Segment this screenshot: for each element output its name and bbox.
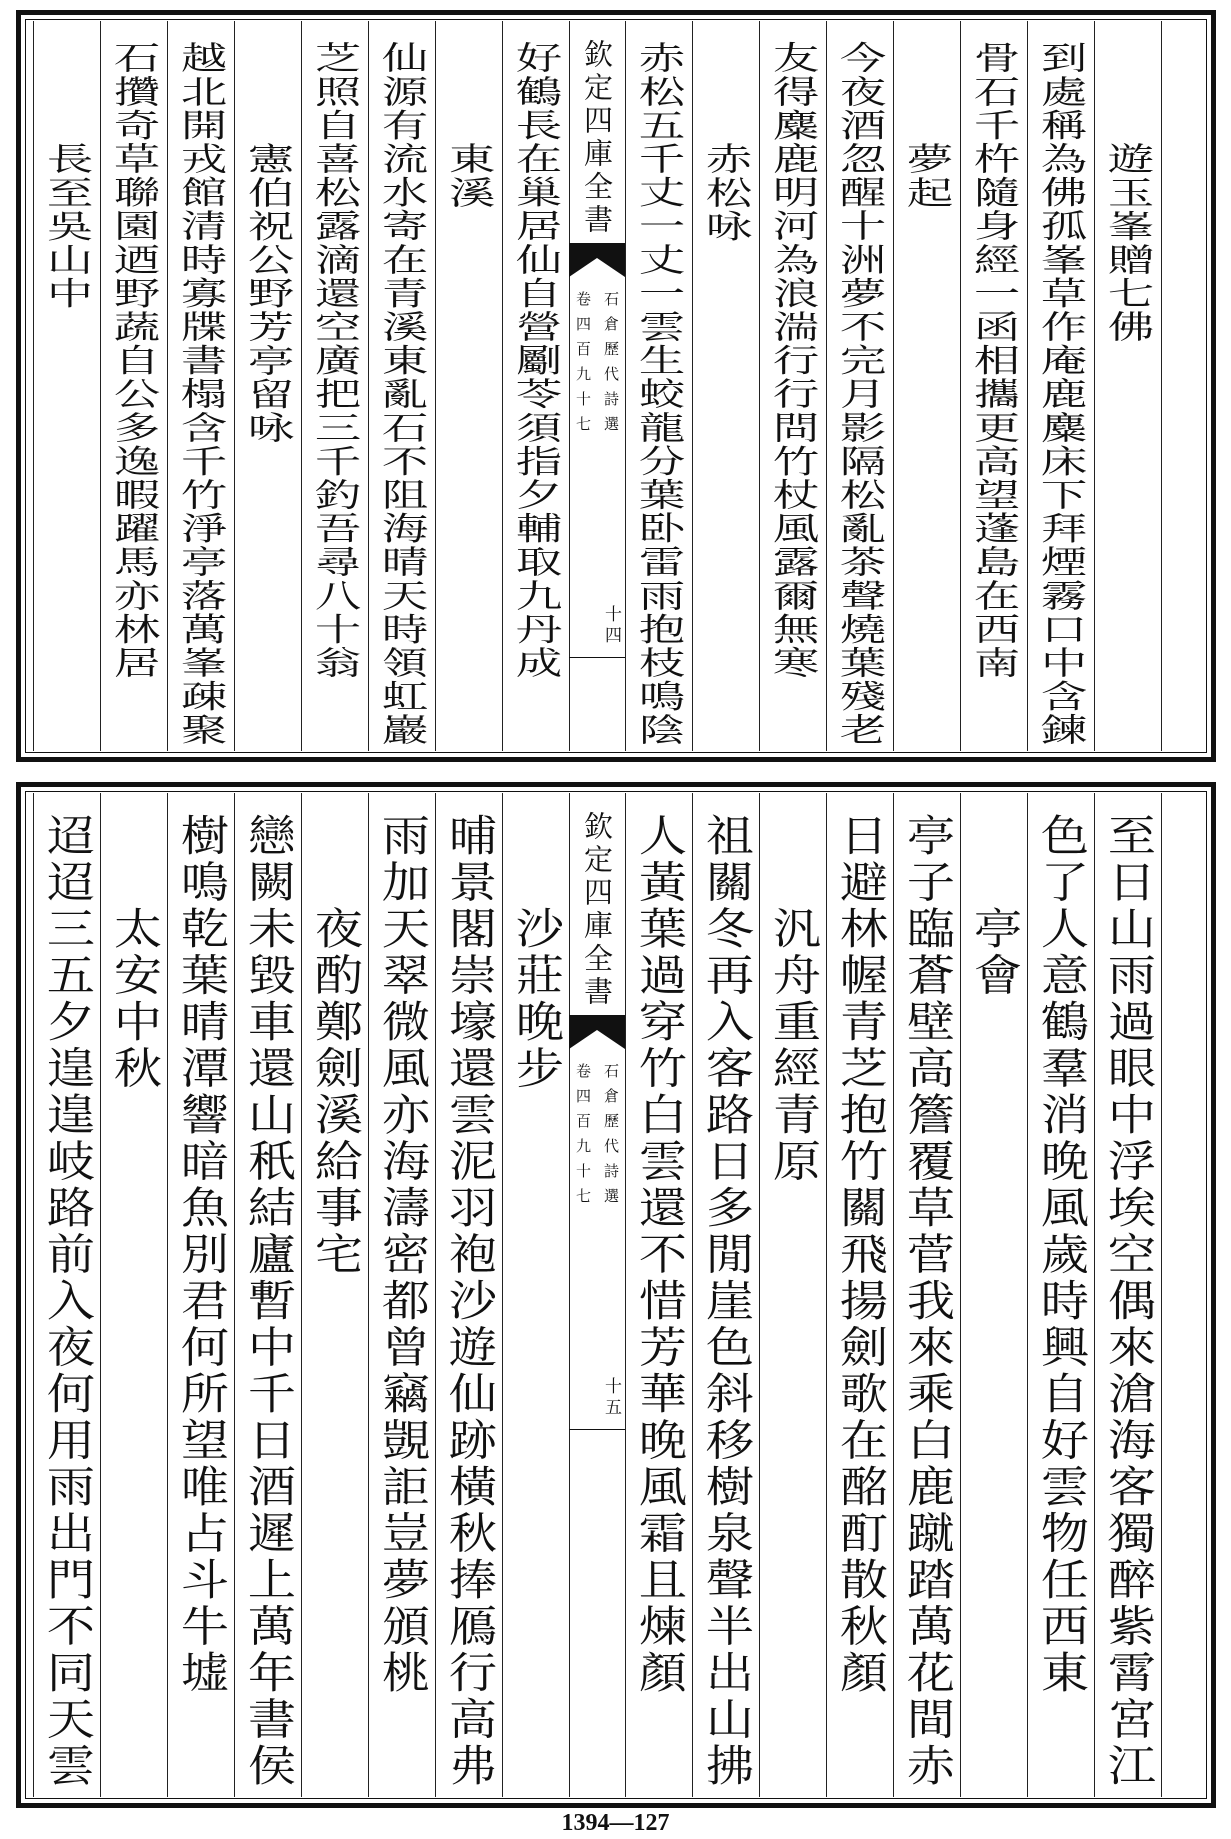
banxin-book-title: 石倉歷代詩選: [602, 291, 620, 441]
page-bottom: [16, 782, 1216, 1808]
banxin-volume: 卷四百九十七: [574, 1063, 592, 1213]
title-column: 遊玉峯贈七佛: [1100, 141, 1156, 344]
text-column: 越北開戎館清時寡牒書榻含千竹淨亭落萬峯疎聚: [173, 41, 229, 747]
text-column: 到處稱為佛孤峯草作庵鹿麋床下拜煙霧口中含鍊: [1033, 41, 1089, 747]
text-column: 石攢奇草聯園迺野蔬自公多逸暇躍馬亦林居: [106, 41, 162, 680]
title-column: 亭會: [966, 906, 1023, 999]
page-number: 1394—127: [561, 1810, 670, 1836]
text-column: 今夜酒忽醒十洲夢不完月影隔松亂茶聲燒葉殘老: [832, 41, 888, 747]
text-column: 赤松五千丈一丈一雲生蛟龍分葉卧雷雨抱枝鳴陰: [631, 41, 687, 747]
title-column: 東溪: [441, 141, 497, 209]
text-column: 祖關冬再入客路日多閒崖色斜移樹泉聲半出山拂: [698, 813, 755, 1790]
banxin-book-title: 石倉歷代詩選: [602, 1063, 620, 1213]
title-column: 憲伯祝公野芳亭留咏: [240, 141, 296, 445]
text-column: 色了人意鶴羣消晚風歲時興自好雲物任西東: [1033, 813, 1090, 1697]
title-column: 長至吳山中: [39, 141, 95, 310]
fishtail-mark: [569, 243, 625, 277]
page-top: [16, 10, 1216, 762]
banxin-title: 欽定四庫全書: [580, 810, 614, 1009]
banxin-bottom-line: [569, 1429, 625, 1430]
title-column: 沙莊晚步: [508, 906, 565, 1092]
text-column: 骨石千杵隨身經一函相攜更高望蓬島在西南: [966, 41, 1022, 680]
fishtail-mark: [569, 1015, 625, 1049]
text-column: 日避林幄青芝抱竹關飛揚劍歌在酩酊散秋顏: [832, 813, 889, 1697]
text-column: 迢迢三五夕遑遑岐路前入夜何用雨出門不同天雲: [39, 813, 96, 1790]
banxin-leaf-number: 十四: [601, 605, 621, 647]
text-column: 仙源有流水寄在青溪東亂石不阻海晴天時領虹巖: [374, 41, 430, 747]
title-column: 赤松咏: [698, 141, 754, 243]
title-column: 太安中秋: [106, 906, 163, 1092]
banxin-leaf-number: 十五: [601, 1377, 621, 1419]
banxin-bottom-line: [569, 657, 625, 658]
text-column: 戀闕未毀車還山秖結廬暫中千日酒遲上萬年書侯: [240, 813, 297, 1790]
text-column: 芝照自喜松露滴還空廣把三千釣吾尋八十翁: [307, 41, 363, 680]
text-column: 至日山雨過眼中浮埃空偶來滄海客獨醉紫霄宮江: [1100, 813, 1157, 1790]
title-column: 夜酌鄭劍溪給事宅: [307, 906, 364, 1278]
text-column: 好鶴長在巢居仙自營劚苓須指夕輔取九丹成: [508, 41, 564, 680]
banxin-title: 欽定四庫全書: [580, 38, 614, 237]
text-column: 晡景閣崇壕還雲泥羽袍沙遊仙跡橫秋捧鴈行高弗: [441, 813, 498, 1790]
title-column: 夢起: [899, 141, 955, 209]
text-column: 人黃葉過穿竹白雲還不惜芳華晚風霜且煉顏: [631, 813, 688, 1697]
text-column: 友得麋鹿明河為浪湍行行問竹杖風露爾無寒: [765, 41, 821, 680]
text-column: 雨加天翠微風亦海濤密都曾竊覬詎豈夢頒桃: [374, 813, 431, 1697]
text-column: 樹鳴乾葉晴潭響暗魚別君何所望唯占斗牛墟: [173, 813, 230, 1697]
banxin-volume: 卷四百九十七: [574, 291, 592, 441]
text-column: 亭子臨蒼壁高簷覆草菅我來乘白鹿蹴踏萬花間赤: [899, 813, 956, 1790]
title-column: 汎舟重經青原: [765, 906, 822, 1185]
